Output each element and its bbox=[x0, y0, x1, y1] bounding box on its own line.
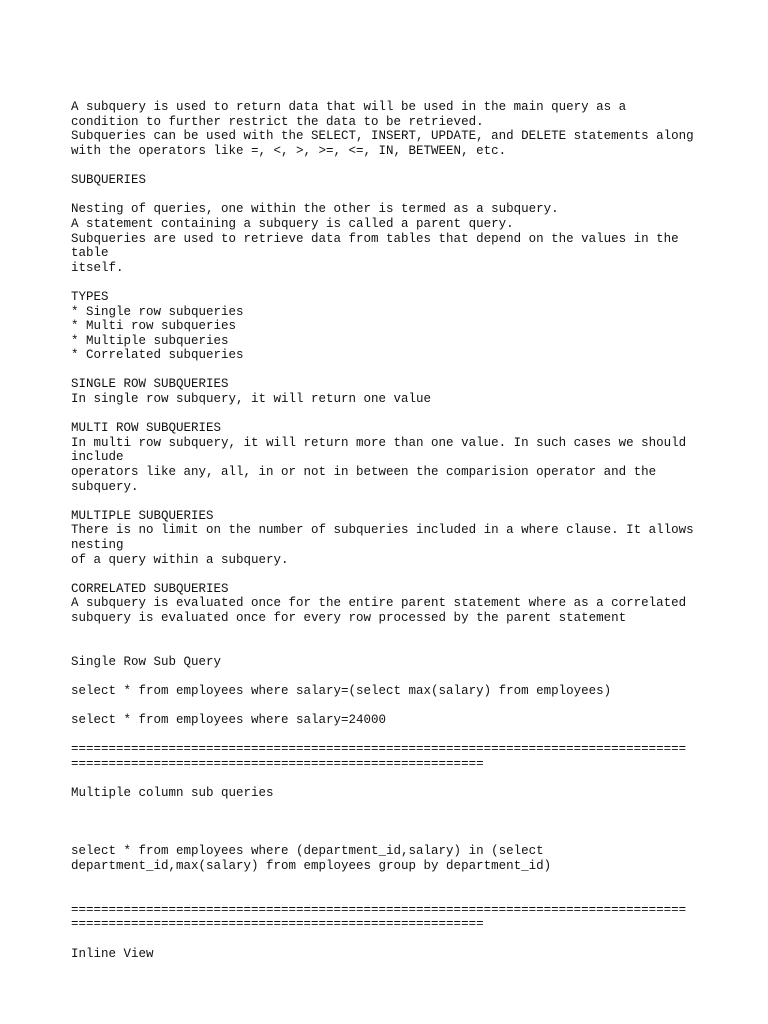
text-line: subquery. bbox=[71, 479, 139, 494]
text-line bbox=[71, 932, 731, 947]
text-line: ================================================================================== bbox=[71, 902, 687, 917]
text-line bbox=[71, 874, 731, 889]
text-line: * Single row subqueries bbox=[71, 304, 244, 319]
text-line: There is no limit on the number of subqueries included in a where clause. It allows bbox=[71, 523, 694, 538]
text-line bbox=[71, 275, 731, 290]
text-line bbox=[71, 626, 731, 641]
text-line bbox=[71, 815, 731, 830]
text-line: with the operators like =, <, >, >=, <=, IN, BETWEEN, etc. bbox=[71, 143, 507, 158]
text-line bbox=[71, 699, 731, 714]
text-line: itself. bbox=[71, 260, 124, 275]
text-line: subquery is evaluated once for every row processed by the parent statement bbox=[71, 610, 627, 625]
document-page bbox=[71, 71, 731, 976]
text-line: A subquery is evaluated once for the entire parent statement where as a correlated bbox=[71, 596, 687, 611]
text-line bbox=[71, 830, 731, 845]
text-line: ================================================================================== bbox=[71, 742, 687, 757]
text-line: A subquery is used to return data that will be used in the main query as a bbox=[71, 100, 627, 115]
text-line: select * from employees where salary=24000 bbox=[71, 713, 387, 728]
text-line: select * from employees where salary=(select max(salary) from employees) bbox=[71, 683, 612, 698]
text-line: A statement containing a subquery is called a parent query. bbox=[71, 216, 514, 231]
text-line: MULTIPLE SUBQUERIES bbox=[71, 508, 214, 523]
text-line: select * from employees where (department_id,salary) in (select bbox=[71, 844, 544, 859]
text-line bbox=[71, 407, 731, 422]
text-line: Single Row Sub Query bbox=[71, 654, 222, 669]
text-line bbox=[71, 159, 731, 174]
text-line: In multi row subquery, it will return more than one value. In such cases we should bbox=[71, 435, 687, 450]
text-line: Subqueries can be used with the SELECT, INSERT, UPDATE, and DELETE statements along bbox=[71, 129, 694, 144]
document-body bbox=[71, 100, 731, 961]
text-line: SINGLE ROW SUBQUERIES bbox=[71, 377, 229, 392]
text-line: * Correlated subqueries bbox=[71, 348, 244, 363]
text-line: of a query within a subquery. bbox=[71, 552, 289, 567]
text-line bbox=[71, 567, 731, 582]
text-line: condition to further restrict the data to be retrieved. bbox=[71, 114, 484, 129]
text-line bbox=[71, 640, 731, 655]
text-line bbox=[71, 669, 731, 684]
text-line: TYPES bbox=[71, 289, 109, 304]
text-line: Multiple column sub queries bbox=[71, 786, 274, 801]
text-line bbox=[71, 494, 731, 509]
text-line bbox=[71, 801, 731, 816]
text-line: department_id,max(salary) from employees group by department_id) bbox=[71, 859, 552, 874]
text-line: operators like any, all, in or not in between the comparision operator and the bbox=[71, 465, 657, 480]
text-line: CORRELATED SUBQUERIES bbox=[71, 581, 229, 596]
text-line: Subqueries are used to retrieve data from tables that depend on the values in the bbox=[71, 231, 679, 246]
text-line: In single row subquery, it will return one value bbox=[71, 392, 432, 407]
text-line: Nesting of queries, one within the other is termed as a subquery. bbox=[71, 202, 559, 217]
text-line bbox=[71, 188, 731, 203]
text-line bbox=[71, 772, 731, 787]
text-line: Inline View bbox=[71, 946, 154, 961]
text-line: MULTI ROW SUBQUERIES bbox=[71, 421, 222, 436]
text-line: SUBQUERIES bbox=[71, 173, 147, 188]
text-line: ======================================================= bbox=[71, 756, 484, 771]
text-line: * Multiple subqueries bbox=[71, 333, 229, 348]
text-line bbox=[71, 888, 731, 903]
text-line: * Multi row subqueries bbox=[71, 319, 237, 334]
text-line: ======================================================= bbox=[71, 917, 484, 932]
text-line: nesting bbox=[71, 538, 124, 552]
text-line: include bbox=[71, 450, 124, 465]
text-line: table bbox=[71, 246, 109, 261]
text-line bbox=[71, 728, 731, 743]
text-line bbox=[71, 363, 731, 378]
